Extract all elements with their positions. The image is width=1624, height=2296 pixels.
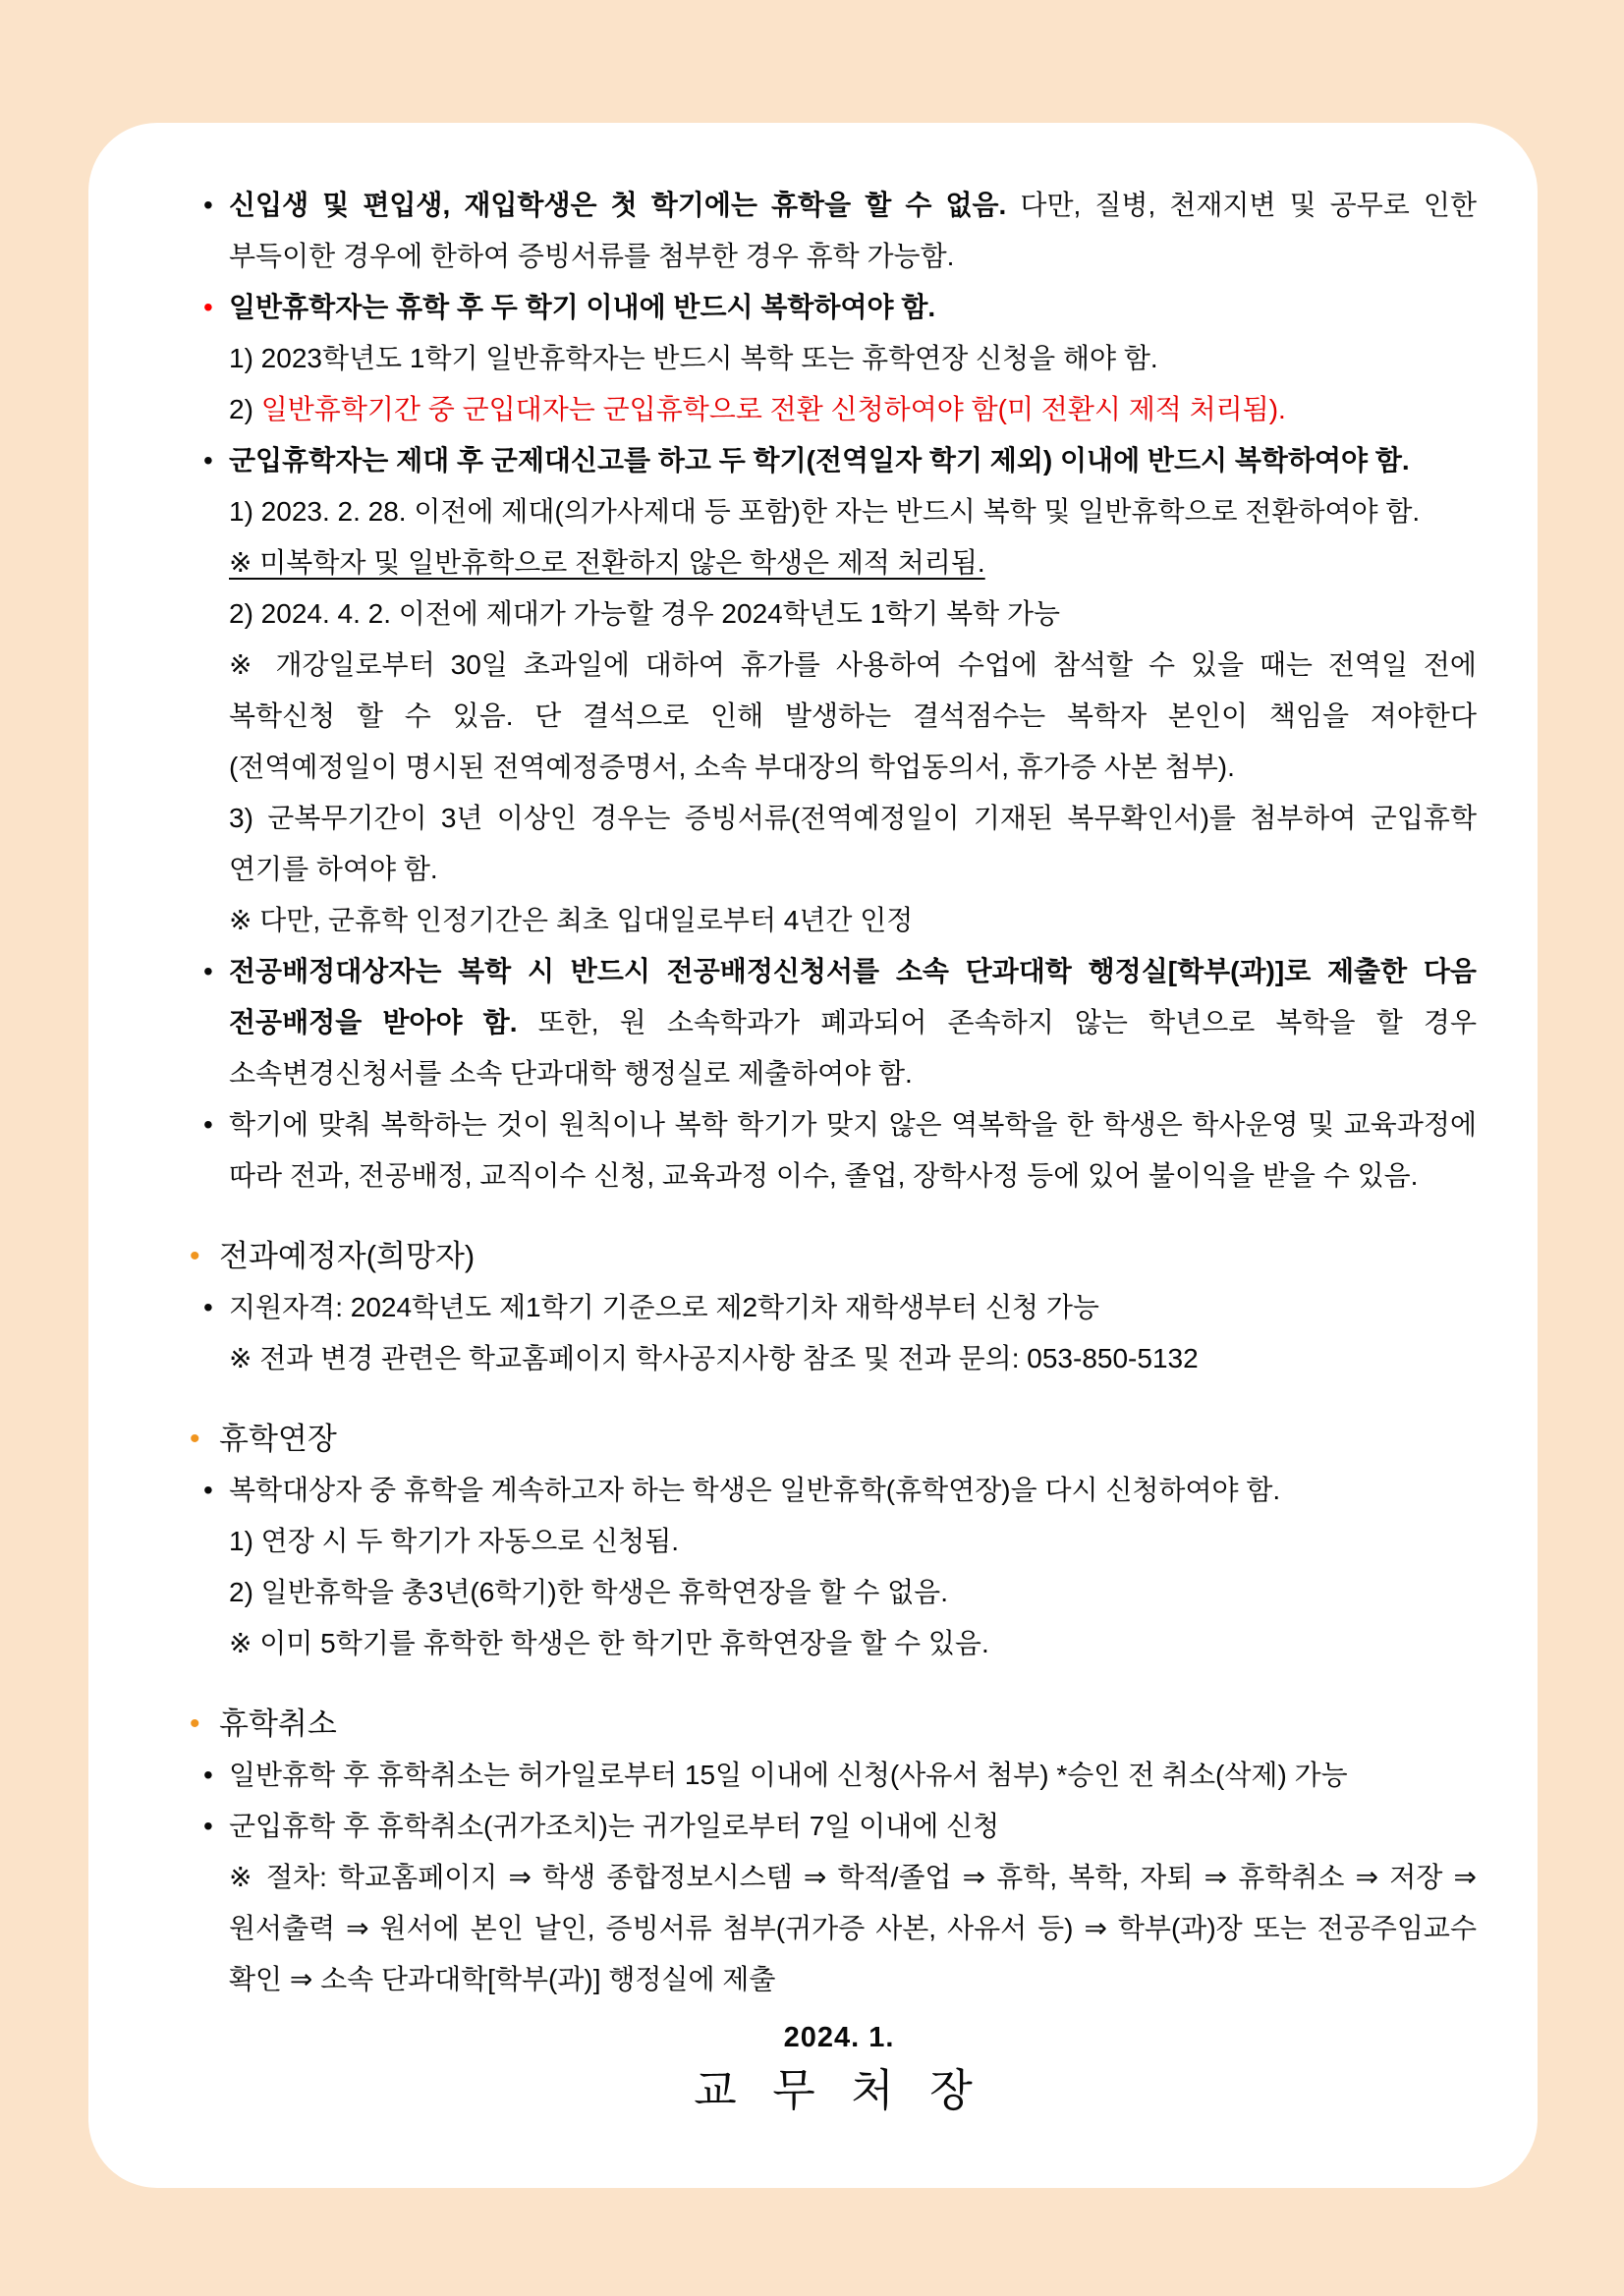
sub-item (229, 1516, 1477, 1567)
text-run: 다만, 질병, 천재지변 및 공무로 인한 부득이한 경우에 한하여 증빙서류를 첨부한 경우 휴학 가능함. (229, 190, 1477, 271)
bullet-item (201, 1465, 1477, 1516)
text-run: ※ 미복학자 및 일반휴학으로 전환하지 않은 학생은 제적 처리됨. (229, 547, 985, 578)
sub-item (229, 384, 1477, 435)
bullet-item (201, 180, 1477, 282)
section-header (190, 1699, 1477, 1750)
text-run: 일반휴학기간 중 군입대자는 군입휴학으로 전환 신청하여야 함(미 전환시 제적 처리됨). (260, 394, 1286, 424)
bullet-item (201, 1801, 1477, 1852)
sub-item (229, 1333, 1477, 1384)
text-run: 일반휴학 후 휴학취소는 허가일로부터 15일 이내에 신청(사유서 첨부) *승인 전 취소(삭제) 가능 (229, 1760, 1348, 1790)
bullet-item (201, 1282, 1477, 1333)
text-run: 복학대상자 중 휴학을 계속하고자 하는 학생은 일반휴학(휴학연장)을 다시 신청하여야 함. (229, 1475, 1281, 1505)
bullet-item (201, 1099, 1477, 1202)
text-run: 1) 2023학년도 1학기 일반휴학자는 반드시 복학 또는 휴학연장 신청을 해야 함. (229, 343, 1158, 373)
sub-item (229, 588, 1477, 640)
document-body (201, 180, 1477, 2005)
text-run: 전과예정자(희망자) (219, 1239, 476, 1273)
text-run: 휴학연장 (219, 1422, 337, 1456)
bullet-item (201, 1750, 1477, 1801)
text-run: ※ 절차: 학교홈페이지 ⇒ 학생 종합정보시스템 ⇒ 학적/졸업 ⇒ 휴학, 복학, 자퇴 ⇒ 휴학취소 ⇒ 저장 ⇒ 원서출력 ⇒ 원서에 본인 날인, 증빙서류 첨부(귀가증 사본, 사유서 등) ⇒ 학부(과)장 또는 전공주임교수 확인 ⇒ 소속 단과대학[학부(과)] 행정실에 제출 (229, 1862, 1477, 1994)
sub-item (229, 333, 1477, 384)
text-run: 1) 연장 시 두 학기가 자동으로 신청됨. (229, 1526, 680, 1556)
text-run: ※ 다만, 군휴학 인정기간은 최초 입대일로부터 4년간 인정 (229, 905, 914, 935)
bullet-item (201, 946, 1477, 1099)
sub-item (229, 1618, 1477, 1669)
notice-date: 2024. 1. (783, 2022, 895, 2053)
section-header (190, 1414, 1477, 1465)
text-run: 2) 2024. 4. 2. 이전에 제대가 가능할 경우 2024학년도 1학기 복학 가능 (229, 598, 1061, 629)
text-run: 군입휴학 후 휴학취소(귀가조치)는 귀가일로부터 7일 이내에 신청 (229, 1811, 1000, 1841)
sub-item (229, 486, 1477, 537)
notice-footer (201, 2015, 1477, 2121)
text-run: ※ 이미 5학기를 휴학한 학생은 한 학기만 휴학연장을 할 수 있음. (229, 1628, 989, 1658)
signer-title: 교 무 처 장 (694, 2065, 984, 2115)
text-run: 지원자격: 2024학년도 제1학기 기준으로 제2학기차 재학생부터 신청 가능 (229, 1292, 1099, 1322)
notice-content (88, 123, 1538, 2121)
text-run: 휴학취소 (219, 1707, 337, 1741)
text-run: 3) 군복무기간이 3년 이상인 경우는 증빙서류(전역예정일이 기재된 복무확인서)를 첨부하여 군입휴학 연기를 하여야 함. (229, 803, 1477, 884)
bullet-item (201, 282, 1477, 333)
text-run: 2) (229, 394, 261, 424)
text-run: 군입휴학자는 제대 후 군제대신고를 하고 두 학기(전역일자 학기 제외) 이내에 반드시 복학하여야 함. (229, 445, 1410, 476)
text-run: ※ 전과 변경 관련은 학교홈페이지 학사공지사항 참조 및 전과 문의: 053-850-5132 (229, 1343, 1199, 1373)
text-run: 또한, 원 소속학과가 폐과되어 존속하지 않는 학년으로 복학을 할 경우 소속변경신청서를 소속 단과대학 행정실로 제출하여야 함. (229, 1007, 1477, 1089)
text-run: 1) 2023. 2. 28. 이전에 제대(의가사제대 등 포함)한 자는 반드시 복학 및 일반휴학으로 전환하여야 함. (229, 496, 1421, 527)
sub-item (229, 1852, 1477, 2005)
sub-item (229, 793, 1477, 895)
text-run: 신입생 및 편입생, 재입학생은 첫 학기에는 휴학을 할 수 없음. (229, 190, 1007, 220)
text-run: 일반휴학자는 휴학 후 두 학기 이내에 반드시 복학하여야 함. (229, 292, 936, 322)
sub-item (229, 1567, 1477, 1618)
sub-item (229, 537, 1477, 588)
bullet-item (201, 435, 1477, 486)
notice-card (88, 123, 1538, 2188)
text-run: 전공배정대상자는 복학 시 반드시 전공배정신청서를 소속 단과대학 행정실[학부(과)]로 제출한 다음 전공배정을 받아야 함. (229, 956, 1477, 1037)
text-run: 학기에 맞춰 복학하는 것이 원칙이나 복학 학기가 맞지 않은 역복학을 한 학생은 학사운영 및 교육과정에 따라 전과, 전공배정, 교직이수 신청, 교육과정 이수, 졸업, 장학사정 등에 있어 불이익을 받을 수 있음. (229, 1109, 1477, 1191)
section-header (190, 1231, 1477, 1282)
text-run: 2) 일반휴학을 총3년(6학기)한 학생은 휴학연장을 할 수 없음. (229, 1577, 948, 1607)
sub-item (229, 640, 1477, 793)
text-run: ※ 개강일로부터 30일 초과일에 대하여 휴가를 사용하여 수업에 참석할 수 있을 때는 전역일 전에 복학신청 할 수 있음. 단 결석으로 인해 발생하는 결석점수는 복학자 본인이 책임을 져야한다(전역예정일이 명시된 전역예정증명서, 소속 부대장의 학업동의서, 휴가증 사본 첨부). (229, 649, 1477, 782)
sub-item (229, 895, 1477, 946)
